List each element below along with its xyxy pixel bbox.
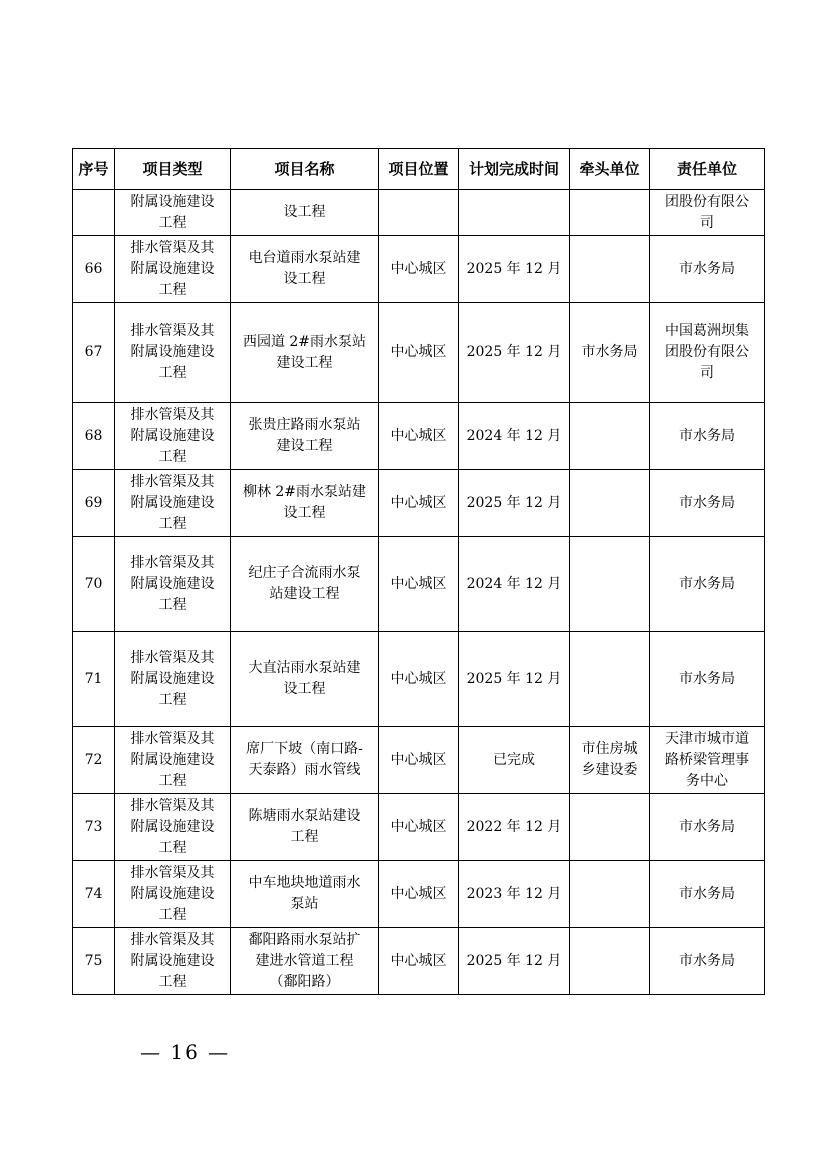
project-type: 排水管渠及其 附属设施建设 工程 — [115, 537, 231, 632]
table-row — [73, 537, 765, 632]
project-location — [379, 190, 459, 236]
header-no: 序号 — [73, 149, 115, 190]
project-location: 中心城区 — [379, 727, 459, 794]
responsible-unit: 市水务局 — [650, 794, 765, 861]
responsible-unit: 市水务局 — [650, 470, 765, 537]
project-location: 中心城区 — [379, 403, 459, 470]
project-location: 中心城区 — [379, 928, 459, 995]
table-row — [73, 403, 765, 470]
lead-unit: 市住房城 乡建设委 — [570, 727, 650, 794]
header-lead: 牵头单位 — [570, 149, 650, 190]
header-name: 项目名称 — [231, 149, 379, 190]
project-type: 排水管渠及其 附属设施建设 工程 — [115, 632, 231, 727]
row-number: 70 — [73, 537, 115, 632]
project-type: 排水管渠及其 附属设施建设 工程 — [115, 928, 231, 995]
row-number: 69 — [73, 470, 115, 537]
project-location: 中心城区 — [379, 236, 459, 303]
project-name: 陈塘雨水泵站建设 工程 — [231, 794, 379, 861]
project-type: 排水管渠及其 附属设施建设 工程 — [115, 861, 231, 928]
completion-time: 2025 年 12 月 — [459, 470, 570, 537]
lead-unit — [570, 470, 650, 537]
completion-time: 2025 年 12 月 — [459, 303, 570, 403]
project-name: 电台道雨水泵站建 设工程 — [231, 236, 379, 303]
responsible-unit: 市水务局 — [650, 861, 765, 928]
project-type: 排水管渠及其 附属设施建设 工程 — [115, 794, 231, 861]
completion-time: 2025 年 12 月 — [459, 928, 570, 995]
responsible-unit: 中国葛洲坝集 团股份有限公 司 — [650, 303, 765, 403]
table-row — [73, 861, 765, 928]
table-row — [73, 470, 765, 537]
lead-unit — [570, 190, 650, 236]
table-row — [73, 190, 765, 236]
completion-time: 已完成 — [459, 727, 570, 794]
completion-time — [459, 190, 570, 236]
header-time: 计划完成时间 — [459, 149, 570, 190]
project-type: 排水管渠及其 附属设施建设 工程 — [115, 403, 231, 470]
row-number — [73, 190, 115, 236]
project-location: 中心城区 — [379, 632, 459, 727]
completion-time: 2022 年 12 月 — [459, 794, 570, 861]
table-row — [73, 928, 765, 995]
project-type: 排水管渠及其 附属设施建设 工程 — [115, 470, 231, 537]
project-location: 中心城区 — [379, 794, 459, 861]
project-name: 中车地块地道雨水 泵站 — [231, 861, 379, 928]
table-row — [73, 727, 765, 794]
project-name: 柳林 2#雨水泵站建 设工程 — [231, 470, 379, 537]
project-name: 西园道 2#雨水泵站 建设工程 — [231, 303, 379, 403]
project-name: 设工程 — [231, 190, 379, 236]
completion-time: 2024 年 12 月 — [459, 403, 570, 470]
responsible-unit: 市水务局 — [650, 403, 765, 470]
completion-time: 2025 年 12 月 — [459, 236, 570, 303]
row-number: 74 — [73, 861, 115, 928]
responsible-unit: 市水务局 — [650, 537, 765, 632]
project-location: 中心城区 — [379, 303, 459, 403]
table-row — [73, 236, 765, 303]
header-row — [73, 149, 765, 190]
project-name: 纪庄子合流雨水泵 站建设工程 — [231, 537, 379, 632]
lead-unit — [570, 928, 650, 995]
project-location: 中心城区 — [379, 537, 459, 632]
lead-unit: 市水务局 — [570, 303, 650, 403]
project-location: 中心城区 — [379, 470, 459, 537]
responsible-unit: 团股份有限公 司 — [650, 190, 765, 236]
responsible-unit: 市水务局 — [650, 632, 765, 727]
row-number: 68 — [73, 403, 115, 470]
row-number: 71 — [73, 632, 115, 727]
row-number: 72 — [73, 727, 115, 794]
row-number: 66 — [73, 236, 115, 303]
table-row — [73, 303, 765, 403]
project-type: 排水管渠及其 附属设施建设 工程 — [115, 236, 231, 303]
lead-unit — [570, 632, 650, 727]
lead-unit — [570, 861, 650, 928]
page-number: — 16 — — [140, 1040, 231, 1064]
completion-time: 2023 年 12 月 — [459, 861, 570, 928]
table-row — [73, 794, 765, 861]
row-number: 75 — [73, 928, 115, 995]
responsible-unit: 市水务局 — [650, 928, 765, 995]
completion-time: 2024 年 12 月 — [459, 537, 570, 632]
lead-unit — [570, 794, 650, 861]
project-type: 排水管渠及其 附属设施建设 工程 — [115, 727, 231, 794]
header-type: 项目类型 — [115, 149, 231, 190]
responsible-unit: 天津市城市道 路桥梁管理事 务中心 — [650, 727, 765, 794]
lead-unit — [570, 537, 650, 632]
project-type: 附属设施建设 工程 — [115, 190, 231, 236]
header-location: 项目位置 — [379, 149, 459, 190]
project-table — [72, 148, 765, 995]
project-name: 大直沽雨水泵站建 设工程 — [231, 632, 379, 727]
project-type: 排水管渠及其 附属设施建设 工程 — [115, 303, 231, 403]
table-row — [73, 632, 765, 727]
project-name: 鄱阳路雨水泵站扩 建进水管道工程 （鄱阳路） — [231, 928, 379, 995]
header-resp: 责任单位 — [650, 149, 765, 190]
lead-unit — [570, 403, 650, 470]
lead-unit — [570, 236, 650, 303]
project-location: 中心城区 — [379, 861, 459, 928]
row-number: 67 — [73, 303, 115, 403]
project-name: 张贵庄路雨水泵站 建设工程 — [231, 403, 379, 470]
responsible-unit: 市水务局 — [650, 236, 765, 303]
completion-time: 2025 年 12 月 — [459, 632, 570, 727]
project-name: 席厂下坡（南口路- 天泰路）雨水管线 — [231, 727, 379, 794]
row-number: 73 — [73, 794, 115, 861]
